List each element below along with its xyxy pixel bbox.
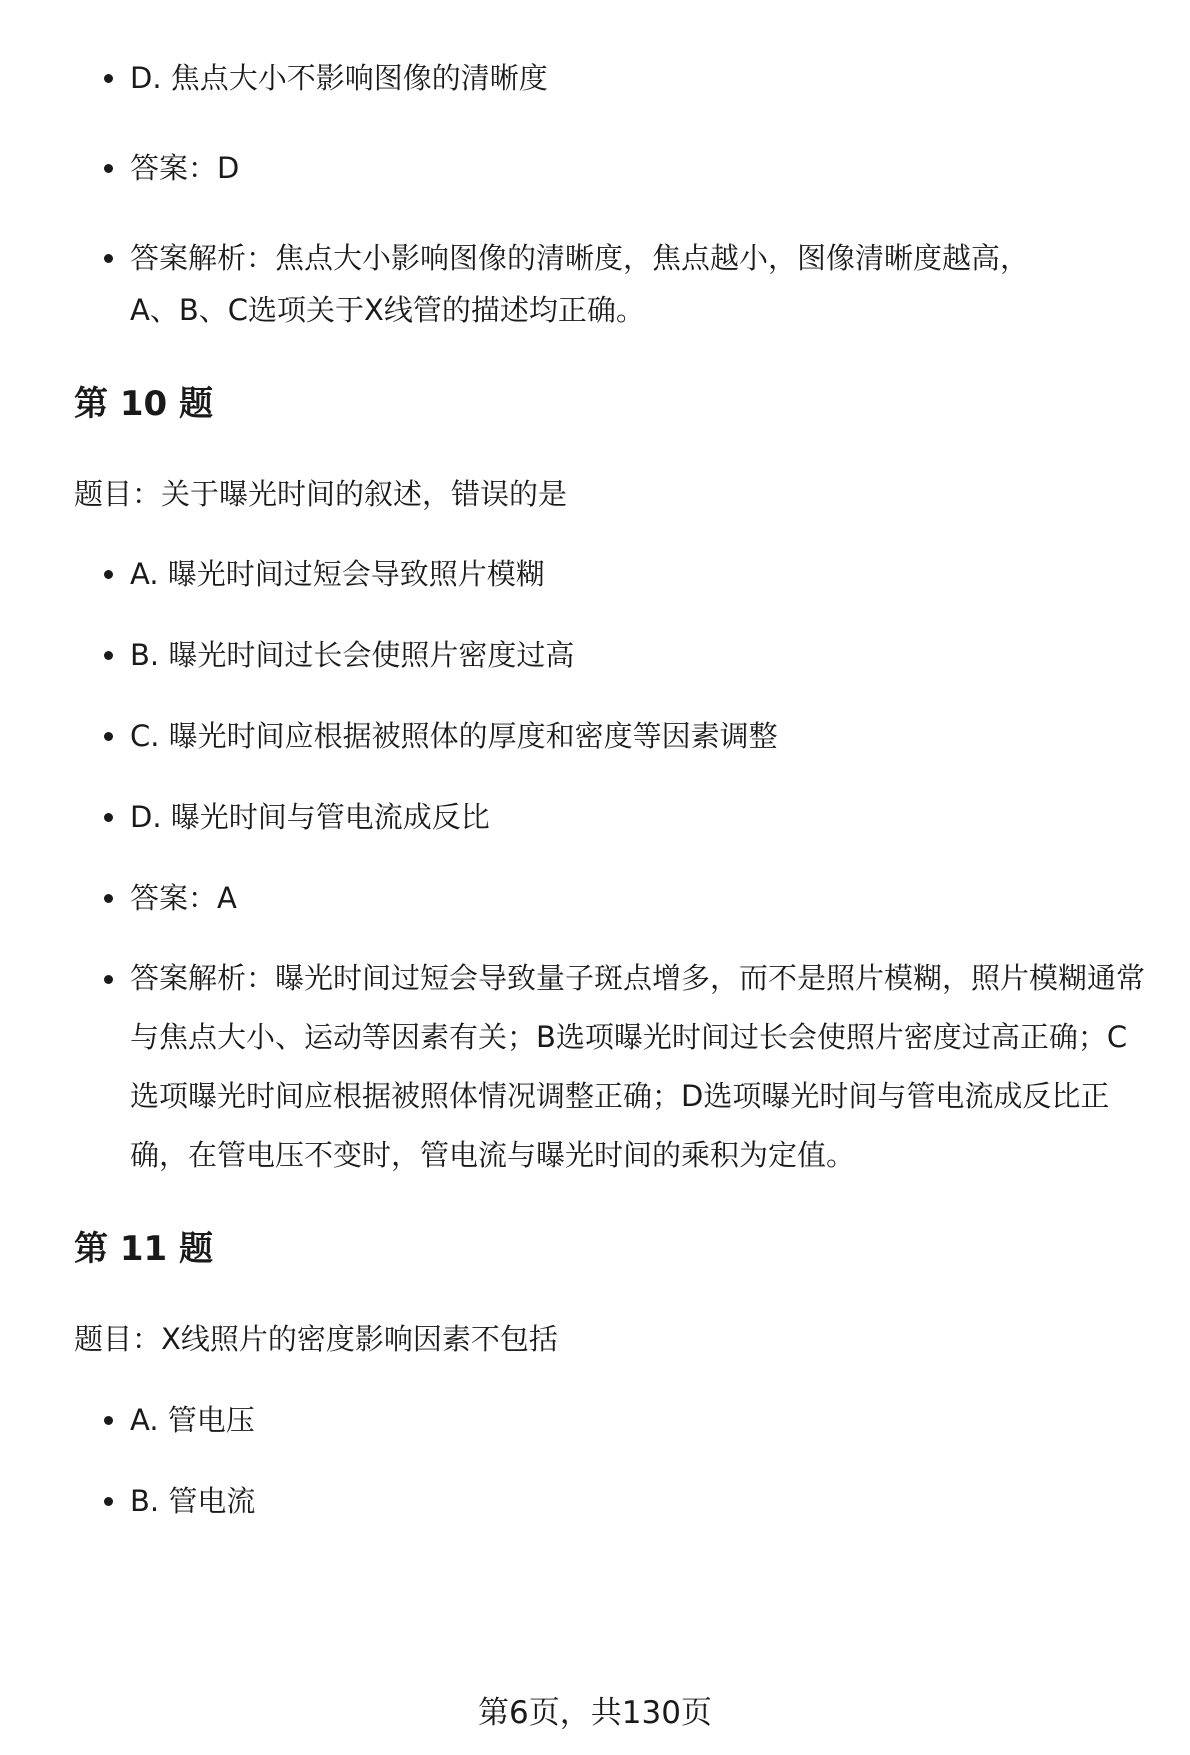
option-d: D. 曝光时间与管电流成反比: [0, 787, 1190, 847]
question-11-text: 题目：X线照片的密度影响因素不包括: [74, 1322, 558, 1356]
question-10-text: 题目：关于曝光时间的叙述，错误的是: [74, 477, 568, 511]
question-10-heading: 第 10 题: [74, 384, 213, 424]
answer-explanation: 答案解析：焦点大小影响图像的清晰度，焦点越小，图像清晰度越高，A、B、C选项关于X线管的描述均正确。: [0, 228, 1190, 336]
option-b: B. 曝光时间过长会使照片密度过高: [0, 625, 1190, 685]
page-footer: 第6页，共130页: [478, 1695, 712, 1731]
answer-explanation: 答案解析：曝光时间过短会导致量子斑点增多，而不是照片模糊，照片模糊通常与焦点大小、运动等因素有关；B选项曝光时间过长会使照片密度过高正确；C选项曝光时间应根据被照体情况调整正确；D选项曝光时间与管电流成反比正确，在管电压不变时，管电流与曝光时间的乘积为定值。: [0, 949, 1190, 1185]
answer: 答案：A: [0, 868, 1190, 928]
question-11-heading: 第 11 题: [74, 1229, 213, 1269]
option-a: A. 曝光时间过短会导致照片模糊: [0, 544, 1190, 604]
q10-list: [0, 544, 1190, 1185]
q11-list: [0, 1390, 1190, 1531]
answer: 答案：D: [0, 138, 1190, 198]
option-b: B. 管电流: [0, 1471, 1190, 1531]
option-d: D. 焦点大小不影响图像的清晰度: [0, 48, 1190, 108]
q9-list: [0, 48, 1190, 336]
option-c: C. 曝光时间应根据被照体的厚度和密度等因素调整: [0, 706, 1190, 766]
option-a: A. 管电压: [0, 1390, 1190, 1450]
